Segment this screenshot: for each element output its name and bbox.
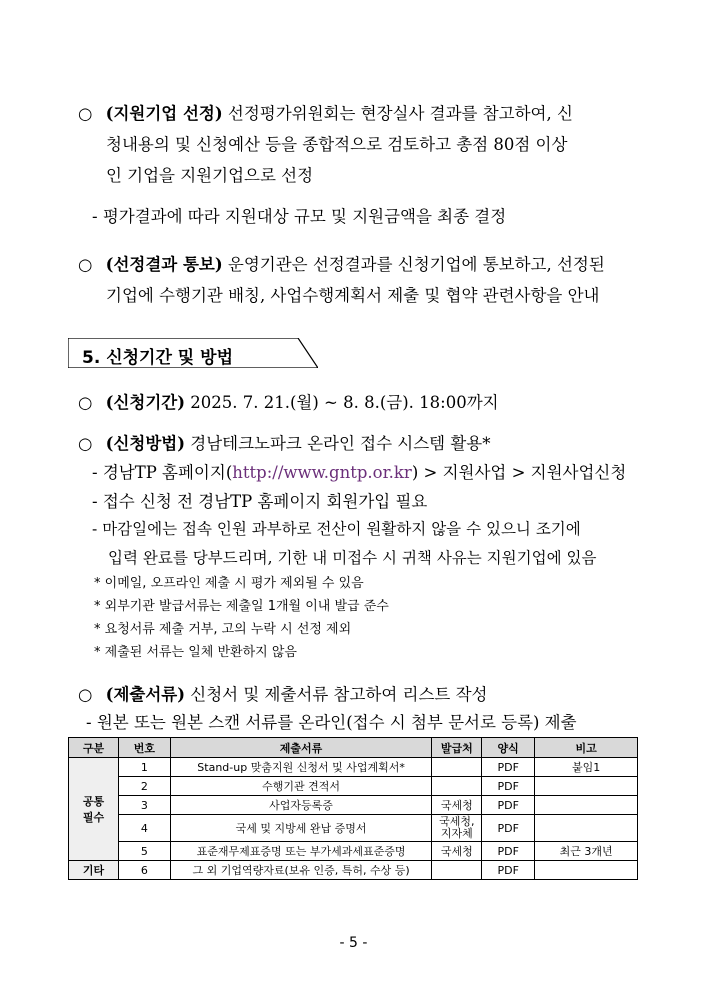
selection-text-1: 선정평가위원회는 현장실사 결과를 참고하여, 신	[227, 104, 573, 123]
row-issuer	[432, 777, 482, 796]
row-issuer	[432, 758, 482, 777]
row-form: PDF	[482, 758, 535, 777]
dash-icon: -	[92, 520, 98, 538]
dash-icon: -	[92, 492, 98, 511]
header-note: 비고	[535, 738, 638, 758]
row-note	[535, 796, 638, 815]
row-form: PDF	[482, 777, 535, 796]
dash-icon: -	[86, 713, 92, 732]
method-sub-3	[92, 517, 581, 539]
row-document: 수행기관 견적서	[170, 777, 431, 796]
documents-text: 신청서 및 제출서류 참고하여 리스트 작성	[190, 685, 488, 704]
row-note: 최근 3개년	[535, 842, 638, 861]
period-label: (신청기간)	[105, 393, 186, 412]
table-header-row	[69, 738, 638, 758]
note-1: * 이메일, 오프라인 제출 시 평가 제외될 수 있음	[94, 576, 364, 591]
section-heading	[68, 338, 318, 368]
row-document: 사업자등록증	[170, 796, 431, 815]
bullet-icon: ○	[78, 255, 93, 274]
documents-table	[68, 737, 638, 880]
bullet-icon: ○	[78, 104, 93, 123]
row-number: 2	[118, 777, 170, 796]
documents-sub	[86, 709, 577, 733]
dash-icon: -	[92, 207, 98, 226]
row-number: 4	[118, 815, 170, 842]
row-number: 5	[118, 842, 170, 861]
table-row	[69, 758, 638, 777]
row-note	[535, 861, 638, 880]
bullet-icon: ○	[78, 434, 93, 453]
header-document: 제출서류	[170, 738, 431, 758]
row-note: 붙임1	[535, 758, 638, 777]
method-sub-3-text-1: 마감일에는 접속 인원 과부하로 전산이 원활하지 않을 수 있으니 조기에	[102, 520, 581, 538]
table-row	[69, 777, 638, 796]
note-3: * 요청서류 제출 거부, 고의 누락 시 선정 제외	[94, 622, 352, 637]
method-text: 경남테크노파크 온라인 접수 시스템 활용*	[190, 434, 491, 453]
header-number: 번호	[118, 738, 170, 758]
result-label: (선정결과 통보)	[105, 255, 223, 274]
table-row	[69, 861, 638, 880]
header-category: 구분	[69, 738, 119, 758]
selection-sub-text: 평가결과에 따라 지원대상 규모 및 지원금액을 최종 결정	[102, 207, 507, 226]
period-line	[78, 389, 499, 413]
homepage-link[interactable]: http://www.gntp.or.kr	[232, 463, 412, 482]
method-sub-1-post: ) > 지원사업 > 지원사업신청	[411, 463, 627, 482]
row-document: Stand-up 맞춤지원 신청서 및 사업계획서*	[170, 758, 431, 777]
method-sub-1-pre: 경남TP 홈페이지(	[102, 463, 233, 482]
documents-label: (제출서류)	[105, 685, 186, 704]
group-other: 기타	[69, 861, 119, 880]
bullet-icon: ○	[78, 393, 93, 412]
row-form: PDF	[482, 842, 535, 861]
row-note	[535, 777, 638, 796]
row-issuer: 국세청	[432, 842, 482, 861]
section-title: 5. 신청기간 및 방법	[82, 348, 233, 368]
result-text-1: 운영기관은 선정결과를 신청기업에 통보하고, 선정된	[227, 255, 605, 274]
header-form: 양식	[482, 738, 535, 758]
dash-icon: -	[92, 463, 98, 482]
method-sub-3-text-2: 입력 완료를 당부드리며, 기한 내 미접수 시 귀책 사유는 지원기업에 있음	[108, 549, 597, 567]
selection-text-2: 청내용의 및 신청예산 등을 종합적으로 검토하고 총점 80점 이상	[106, 135, 568, 154]
row-number: 6	[118, 861, 170, 880]
row-form: PDF	[482, 796, 535, 815]
documents-line	[78, 681, 487, 705]
method-label: (신청방법)	[105, 434, 186, 453]
bullet-icon: ○	[78, 685, 93, 704]
selection-sub	[92, 203, 506, 227]
table-row	[69, 815, 638, 842]
selection-line-1	[78, 100, 573, 124]
method-sub-1	[92, 459, 626, 483]
row-document: 표준재무제표증명 또는 부가세과세표준증명	[170, 842, 431, 861]
selection-label: (지원기업 선정)	[105, 104, 223, 123]
note-4: * 제출된 서류는 일체 반환하지 않음	[94, 645, 297, 660]
row-note	[535, 815, 638, 842]
page-number: - 5 -	[339, 935, 368, 951]
row-number: 3	[118, 796, 170, 815]
row-number: 1	[118, 758, 170, 777]
group-common-required: 공통 필수	[69, 758, 119, 861]
table-row	[69, 796, 638, 815]
method-line	[78, 430, 490, 454]
row-form: PDF	[482, 815, 535, 842]
method-sub-2	[92, 488, 427, 512]
method-sub-2-text: 접수 신청 전 경남TP 홈페이지 회원가입 필요	[102, 492, 428, 511]
table-row	[69, 842, 638, 861]
documents-sub-text: 원본 또는 원본 스캔 서류를 온라인(접수 시 첨부 문서로 등록) 제출	[96, 713, 577, 732]
result-text-2: 기업에 수행기관 배칭, 사업수행계획서 제출 및 협약 관련사항을 안내	[106, 286, 600, 305]
row-document: 국세 및 지방세 완납 증명서	[170, 815, 431, 842]
selection-text-3: 인 기업을 지원기업으로 선정	[106, 166, 314, 185]
row-issuer: 국세청	[432, 796, 482, 815]
row-form: PDF	[482, 861, 535, 880]
header-issuer: 발급처	[432, 738, 482, 758]
result-line-1	[78, 251, 605, 275]
row-issuer: 국세청, 지자체	[432, 815, 482, 842]
row-document: 그 외 기업역량자료(보유 인증, 특허, 수상 등)	[170, 861, 431, 880]
period-text: 2025. 7. 21.(월) ~ 8. 8.(금). 18:00까지	[190, 393, 499, 412]
row-issuer	[432, 861, 482, 880]
note-2: * 외부기관 발급서류는 제출일 1개월 이내 발급 준수	[94, 599, 389, 614]
